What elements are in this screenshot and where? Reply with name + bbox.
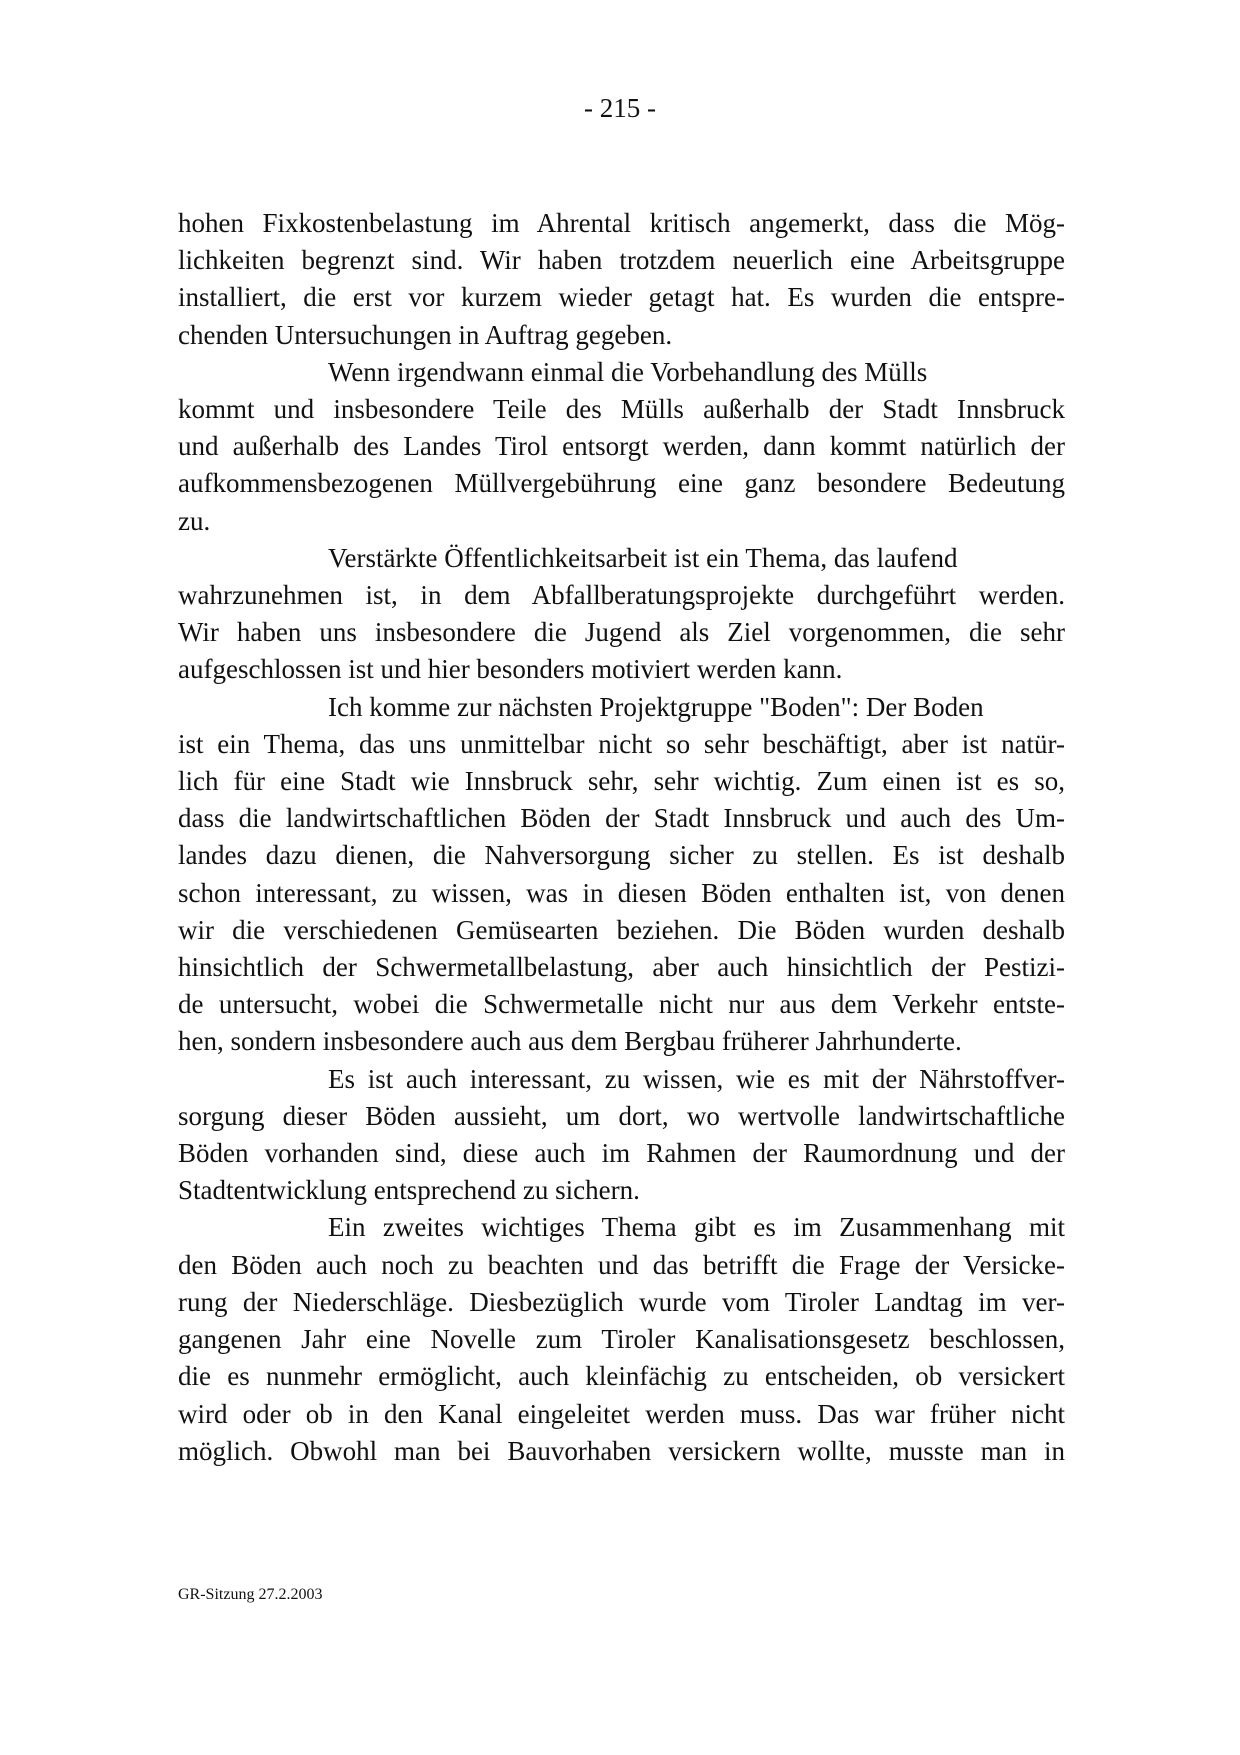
text-line: Wir haben uns insbesondere die Jugend als Ziel vorgenommen, die sehr xyxy=(178,617,1065,648)
text-line: sorgung dieser Böden aussieht, um dort, wo wertvolle landwirtschaftliche xyxy=(178,1100,1065,1131)
text-line: Wenn irgendwann einmal die Vorbehandlung des Mülls xyxy=(328,356,928,387)
text-line: rung der Niederschläge. Diesbezüglich wurde vom Tiroler Landtag im ver- xyxy=(178,1286,1065,1317)
text-line: hinsichtlich der Schwermetallbelastung, aber auch hinsichtlich der Pestizi- xyxy=(178,952,1065,983)
text-line: Ich komme zur nächsten Projektgruppe "Boden": Der Boden xyxy=(328,691,984,722)
text-line: Verstärkte Öffentlichkeitsarbeit ist ein Thema, das laufend xyxy=(328,542,958,573)
text-line: Böden vorhanden sind, diese auch im Rahmen der Raumordnung und der xyxy=(178,1138,1065,1169)
text-line: ist ein Thema, das uns unmittelbar nicht so sehr beschäftigt, aber ist natür- xyxy=(178,728,1065,759)
text-line: wir die verschiedenen Gemüsearten beziehen. Die Böden wurden deshalb xyxy=(178,914,1065,945)
text-line: Stadtentwicklung entsprechend zu sichern. xyxy=(178,1175,640,1206)
text-line: möglich. Obwohl man bei Bauvorhaben versickern wollte, musste man in xyxy=(178,1435,1065,1466)
text-line: landes dazu dienen, die Nahversorgung sicher zu stellen. Es ist deshalb xyxy=(178,840,1065,871)
text-line: wird oder ob in den Kanal eingeleitet werden muss. Das war früher nicht xyxy=(178,1398,1065,1429)
text-line: de untersucht, wobei die Schwermetalle nicht nur aus dem Verkehr entste- xyxy=(178,989,1065,1020)
text-line: und außerhalb des Landes Tirol entsorgt werden, dann kommt natürlich der xyxy=(178,431,1065,462)
text-line: wahrzunehmen ist, in dem Abfallberatungsprojekte durchgeführt werden. xyxy=(178,580,1065,611)
text-line: lich für eine Stadt wie Innsbruck sehr, sehr wichtig. Zum einen ist es so, xyxy=(178,766,1065,797)
text-line: hohen Fixkostenbelastung im Ahrental kritisch angemerkt, dass die Mög- xyxy=(178,208,1065,238)
text-line: den Böden auch noch zu beachten und das betrifft die Frage der Versicke- xyxy=(178,1249,1065,1280)
page-number: - 215 - xyxy=(584,93,656,123)
text-line: aufgeschlossen ist und hier besonders motiviert werden kann. xyxy=(178,654,843,685)
text-line: hen, sondern insbesondere auch aus dem Bergbau früherer Jahrhunderte. xyxy=(178,1026,962,1057)
text-line: zu. xyxy=(178,505,211,536)
text-line: schon interessant, zu wissen, was in diesen Böden enthalten ist, von denen xyxy=(178,877,1065,908)
text-line: installiert, die erst vor kurzem wieder getagt hat. Es wurden die entspre- xyxy=(178,282,1065,313)
body-text xyxy=(178,205,1065,1470)
text-line: Ein zweites wichtiges Thema gibt es im Zusammenhang mit xyxy=(328,1212,1065,1243)
text-line: gangenen Jahr eine Novelle zum Tiroler Kanalisationsgesetz beschlossen, xyxy=(178,1324,1065,1355)
text-line: chenden Untersuchungen in Auftrag gegeben. xyxy=(178,319,673,350)
text-line: kommt und insbesondere Teile des Mülls außerhalb der Stadt Innsbruck xyxy=(178,394,1065,425)
text-line: die es nunmehr ermöglicht, auch kleinfächig zu entscheiden, ob versickert xyxy=(178,1361,1065,1392)
text-line: lichkeiten begrenzt sind. Wir haben trotzdem neuerlich eine Arbeitsgruppe xyxy=(178,245,1065,276)
text-line: dass die landwirtschaftlichen Böden der Stadt Innsbruck und auch des Um- xyxy=(178,803,1065,834)
text-line: Es ist auch interessant, zu wissen, wie es mit der Nährstoffver- xyxy=(328,1063,1065,1094)
text-line: aufkommensbezogenen Müllvergebührung eine ganz besondere Bedeutung xyxy=(178,468,1065,499)
footer-session-date: GR-Sitzung 27.2.2003 xyxy=(178,1586,323,1603)
